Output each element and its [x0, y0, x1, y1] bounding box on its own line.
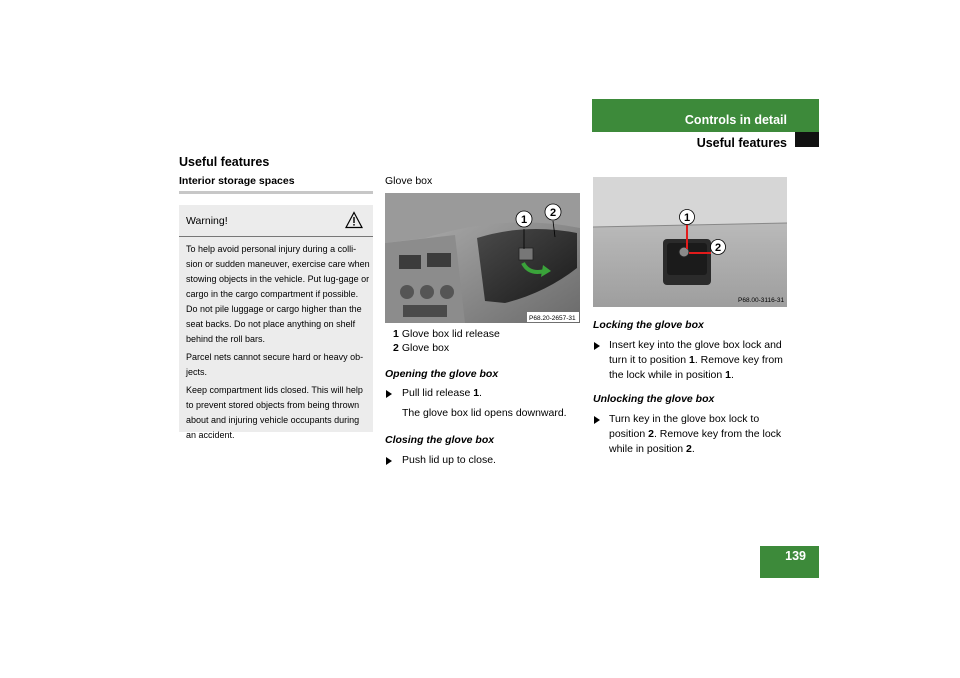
header-tab-marker: [795, 132, 819, 147]
step-arrow-icon: [594, 342, 600, 350]
image-code: P68.00-3116-31: [738, 297, 785, 304]
callout-1: 1: [520, 214, 528, 226]
opening-title: Opening the glove box: [385, 368, 499, 380]
glove-box-photo: [385, 193, 580, 323]
warning-paragraph: Parcel nets cannot secure hard or heavy ob-jects.: [186, 352, 364, 377]
sub-heading: Interior storage spaces: [179, 175, 373, 194]
legend-item: 1 Glove box lid release: [393, 328, 500, 340]
step-arrow-icon: [386, 457, 392, 465]
unlocking-step: Turn key in the glove box lock to position 2. Remove key from the lock while in position 2.: [609, 413, 782, 455]
locking-step: Insert key into the glove box lock and turn it to position 1. Remove key from the lock while in position 1.: [609, 339, 783, 381]
glove-box-lock-photo: [593, 177, 787, 307]
callout-2: 2: [549, 207, 557, 219]
warning-triangle-icon: [345, 211, 363, 229]
page-number: 139: [785, 549, 806, 563]
figure-caption: Glove box: [385, 175, 433, 187]
legend-item: 2 Glove box: [393, 342, 450, 354]
image-code: P68.20-2657-31: [529, 315, 576, 322]
warning-box: [179, 205, 373, 440]
figure-legend: [393, 327, 500, 355]
section-header: Useful features: [696, 136, 787, 150]
section-title: Useful features: [179, 155, 270, 169]
chapter-title: Controls in detail: [684, 113, 787, 127]
warning-divider: [179, 236, 373, 237]
warning-paragraph: Keep compartment lids closed. This will help to prevent stored objects from being thrown about and injuring vehicle occupants during an accident.: [186, 385, 363, 440]
step-arrow-icon: [594, 416, 600, 424]
locking-title: Locking the glove box: [593, 319, 704, 331]
warning-title: Warning!: [186, 215, 228, 227]
step-arrow-icon: [386, 390, 392, 398]
unlocking-title: Unlocking the glove box: [593, 393, 715, 405]
opening-note: The glove box lid opens downward.: [402, 407, 567, 419]
callout-2: 2: [714, 242, 722, 254]
warning-paragraph: To help avoid personal injury during a colli-sion or sudden maneuver, exercise care when stowing objects in the vehicle. Put lug-gage or cargo in the cargo compartment if possible. Do not pile luggage or cargo higher than the seat backs. Do not place anything on shelf behind the roll bars.: [186, 244, 370, 344]
callout-1: 1: [683, 212, 691, 224]
opening-step: Pull lid release 1.: [402, 387, 482, 399]
warning-body: [186, 242, 370, 446]
closing-step: Push lid up to close.: [402, 454, 496, 466]
closing-title: Closing the glove box: [385, 434, 495, 446]
